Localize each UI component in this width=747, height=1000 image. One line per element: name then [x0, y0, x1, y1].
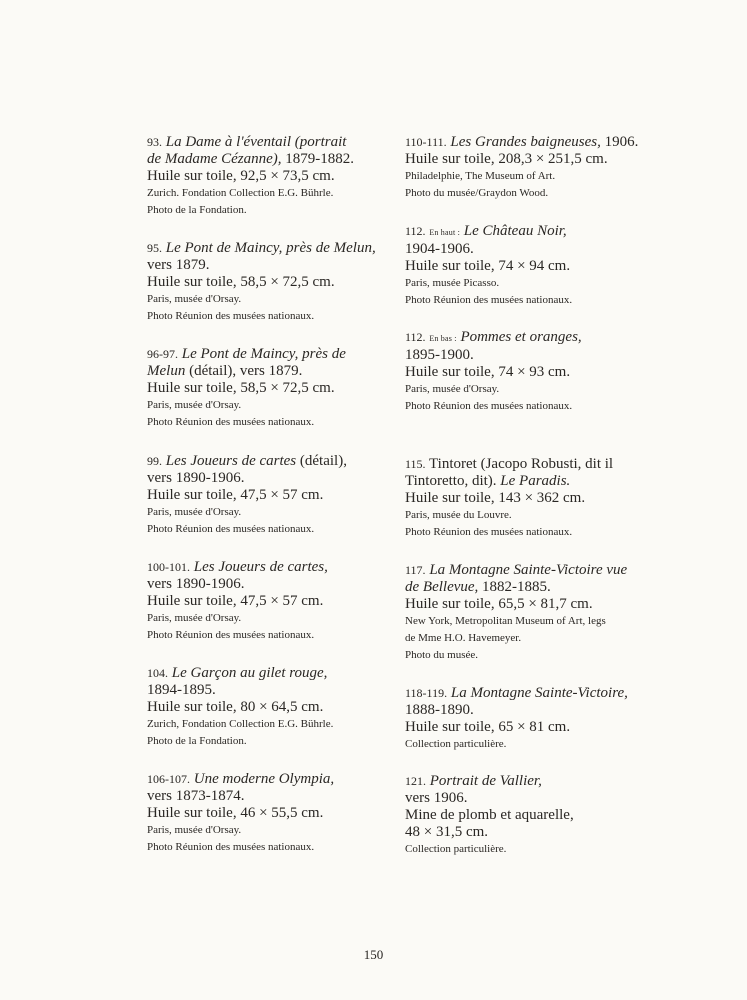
- artwork-date: vers 1873-1874.: [147, 788, 245, 804]
- page-number: 150: [363, 947, 384, 962]
- artwork-date: 1882-1885.: [478, 579, 551, 595]
- artwork-title: Une moderne Olympia,: [193, 771, 335, 787]
- artwork-title-cont: Melun: [147, 363, 186, 379]
- artwork-location: Paris, musée d'Orsay.: [147, 612, 242, 624]
- artwork-title: Le Pont de Maincy, près de Melun,: [165, 240, 376, 256]
- artwork-detail: (détail),: [296, 453, 347, 469]
- artwork-title: Le Pont de Maincy, près de: [181, 346, 346, 362]
- artwork-title: Le Château Noir,: [463, 223, 567, 239]
- artwork-title: Le Garçon au gilet rouge,: [171, 665, 328, 681]
- photo-credit: Photo Réunion des musées nationaux.: [147, 523, 315, 535]
- artwork-date: vers 1906.: [405, 790, 468, 806]
- artwork-title: Les Joueurs de cartes,: [193, 559, 328, 575]
- photo-credit: Photo Réunion des musées nationaux.: [405, 294, 573, 306]
- artwork-date: vers 1890-1906.: [147, 470, 245, 486]
- artwork-medium: Huile sur toile, 74 × 93 cm.: [405, 364, 571, 380]
- artwork-medium: Huile sur toile, 47,5 × 57 cm.: [147, 593, 324, 609]
- caption-93: [147, 134, 382, 219]
- caption-number: 96-97.: [147, 347, 178, 361]
- caption-number: 104.: [147, 666, 168, 680]
- artwork-location: Zurich. Fondation Collection E.G. Bührle.: [147, 187, 334, 199]
- caption-number: 112.: [405, 330, 426, 344]
- caption-112-bottom: [405, 329, 635, 415]
- photo-credit: Photo Réunion des musées nationaux.: [147, 629, 315, 641]
- artwork-location: New York, Metropolitan Museum of Art, legs: [405, 615, 606, 627]
- artwork-location: Paris, musée d'Orsay.: [147, 293, 242, 305]
- artwork-title-cont: de Bellevue,: [405, 579, 479, 595]
- caption-118-119: [405, 685, 635, 753]
- artwork-location: Zurich, Fondation Collection E.G. Bührle.: [147, 718, 334, 730]
- artwork-date: vers 1879.: [147, 257, 210, 273]
- artwork-date: 1906.: [600, 134, 639, 150]
- artwork-title: La Montagne Sainte-Victoire,: [450, 685, 628, 701]
- caption-95: [147, 240, 382, 325]
- artwork-medium: Huile sur toile, 58,5 × 72,5 cm.: [147, 274, 335, 290]
- photo-credit: Photo du musée.: [405, 649, 479, 661]
- caption-104: [147, 665, 382, 750]
- artwork-medium: Huile sur toile, 80 × 64,5 cm.: [147, 699, 324, 715]
- artwork-medium: Huile sur toile, 65,5 × 81,7 cm.: [405, 596, 593, 612]
- caption-110-111: [405, 134, 639, 202]
- caption-100-101: [147, 559, 382, 644]
- artwork-date: 1894-1895.: [147, 682, 216, 698]
- artwork-medium: Huile sur toile, 208,3 × 251,5 cm.: [405, 151, 608, 167]
- caption-115: [405, 456, 635, 541]
- artwork-location: Collection particulière.: [405, 843, 507, 855]
- caption-number: 118-119.: [405, 686, 448, 700]
- caption-121: [405, 773, 635, 858]
- artwork-date: vers 1890-1906.: [147, 576, 245, 592]
- caption-96-97: [147, 346, 382, 431]
- photo-credit: Photo du musée/Graydon Wood.: [405, 187, 549, 199]
- artwork-title: Le Paradis.: [500, 473, 571, 489]
- caption-number: 99.: [147, 454, 162, 468]
- artwork-location: Paris, musée d'Orsay.: [405, 383, 500, 395]
- artist-name-cont: Tintoretto, dit).: [405, 473, 497, 489]
- artwork-medium: Huile sur toile, 58,5 × 72,5 cm.: [147, 380, 335, 396]
- caption-number: 115.: [405, 457, 426, 471]
- caption-117: [405, 562, 635, 664]
- artwork-title: La Montagne Sainte-Victoire vue: [429, 562, 628, 578]
- artwork-title: Les Grandes baigneuses,: [450, 134, 601, 150]
- artwork-location: Paris, musée d'Orsay.: [147, 506, 242, 518]
- position-note: En bas :: [429, 334, 457, 343]
- artwork-medium: Huile sur toile, 74 × 94 cm.: [405, 258, 571, 274]
- artwork-date: 1888-1890.: [405, 702, 474, 718]
- caption-number: 110-111.: [405, 135, 447, 149]
- artwork-location: Philadelphie, The Museum of Art.: [405, 170, 556, 182]
- artwork-title: Pommes et oranges,: [460, 329, 582, 345]
- photo-credit: Photo Réunion des musées nationaux.: [147, 310, 315, 322]
- artwork-medium: Huile sur toile, 143 × 362 cm.: [405, 490, 586, 506]
- artwork-medium: Huile sur toile, 92,5 × 73,5 cm.: [147, 168, 335, 184]
- caption-99: [147, 453, 382, 538]
- artwork-medium: Huile sur toile, 47,5 × 57 cm.: [147, 487, 324, 503]
- photo-credit: Photo Réunion des musées nationaux.: [147, 416, 315, 428]
- artwork-location: Paris, musée Picasso.: [405, 277, 500, 289]
- artwork-medium: Huile sur toile, 46 × 55,5 cm.: [147, 805, 324, 821]
- photo-credit: Photo Réunion des musées nationaux.: [405, 400, 573, 412]
- artwork-medium: Huile sur toile, 65 × 81 cm.: [405, 719, 571, 735]
- artwork-title: Portrait de Vallier,: [429, 773, 542, 789]
- artwork-date: 1904-1906.: [405, 241, 474, 257]
- caption-number: 117.: [405, 563, 426, 577]
- artwork-date: 1879-1882.: [281, 151, 355, 167]
- artwork-location: Paris, musée d'Orsay.: [147, 399, 242, 411]
- artwork-title: La Dame à l'éventail (portrait: [165, 134, 347, 150]
- caption-number: 106-107.: [147, 772, 190, 786]
- artwork-medium-cont: 48 × 31,5 cm.: [405, 824, 489, 840]
- artwork-title: Les Joueurs de cartes: [165, 453, 297, 469]
- artwork-location-cont: de Mme H.O. Havemeyer.: [405, 632, 522, 644]
- caption-number: 100-101.: [147, 560, 190, 574]
- caption-number: 112.: [405, 224, 426, 238]
- artwork-location: Collection particulière.: [405, 738, 507, 750]
- caption-106-107: [147, 771, 382, 856]
- photo-credit: Photo de la Fondation.: [147, 735, 247, 747]
- artwork-location: Paris, musée d'Orsay.: [147, 824, 242, 836]
- photo-credit: Photo de la Fondation.: [147, 204, 247, 216]
- position-note: En haut :: [429, 228, 460, 237]
- photo-credit: Photo Réunion des musées nationaux.: [147, 841, 315, 853]
- artwork-medium: Mine de plomb et aquarelle,: [405, 807, 574, 823]
- artwork-detail-date: (détail), vers 1879.: [185, 363, 303, 379]
- caption-112-top: [405, 223, 635, 309]
- artwork-location: Paris, musée du Louvre.: [405, 509, 512, 521]
- artwork-date: 1895-1900.: [405, 347, 474, 363]
- caption-number: 121.: [405, 774, 426, 788]
- artist-name: Tintoret (Jacopo Robusti, dit il: [425, 456, 614, 472]
- caption-number: 93.: [147, 135, 162, 149]
- caption-number: 95.: [147, 241, 162, 255]
- photo-credit: Photo Réunion des musées nationaux.: [405, 526, 573, 538]
- artwork-title-cont: de Madame Cézanne),: [147, 151, 282, 167]
